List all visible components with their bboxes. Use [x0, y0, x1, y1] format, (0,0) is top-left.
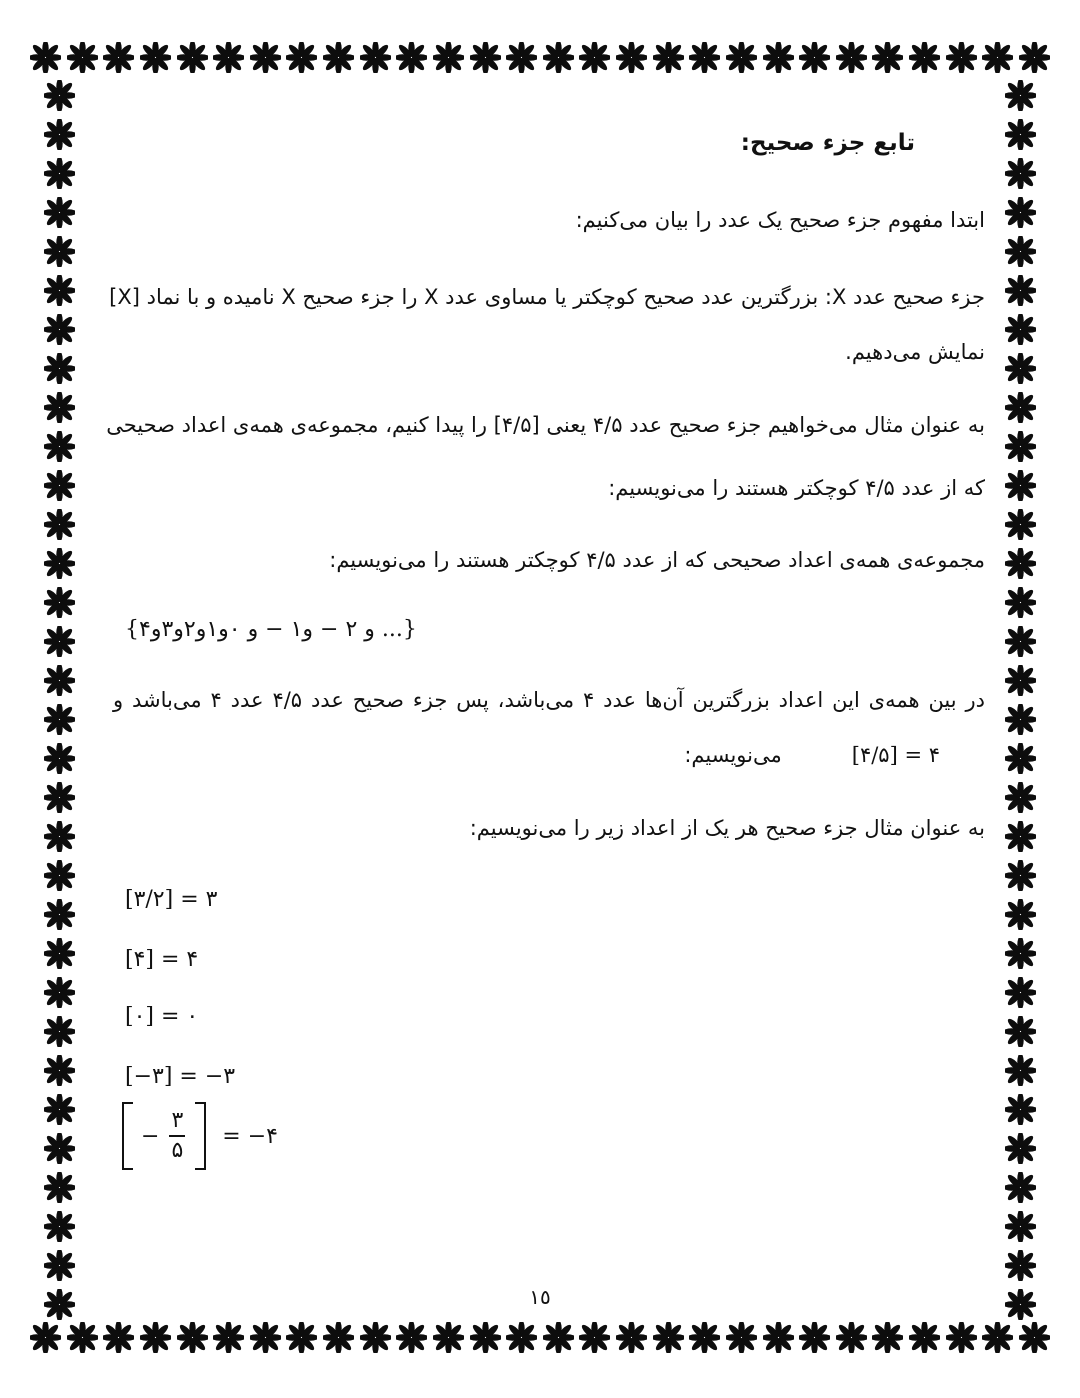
- minus-sign: −: [141, 1123, 160, 1149]
- equation-floor-neg-3-5: [122, 1102, 278, 1170]
- flower-asterisk-icon: [1005, 899, 1036, 930]
- flower-asterisk-icon: [1005, 977, 1036, 1008]
- flower-asterisk-icon: [44, 470, 75, 501]
- flower-asterisk-icon: [982, 42, 1013, 73]
- flower-asterisk-icon: [1005, 1016, 1036, 1047]
- equation-result: = −۴: [222, 1123, 278, 1149]
- flower-asterisk-icon: [44, 743, 75, 774]
- flower-asterisk-icon: [1005, 431, 1036, 462]
- flower-asterisk-icon: [506, 1322, 537, 1353]
- flower-asterisk-icon: [44, 1211, 75, 1242]
- flower-asterisk-icon: [44, 626, 75, 657]
- fraction-bar: [169, 1135, 185, 1137]
- flower-asterisk-icon: [1005, 80, 1036, 111]
- flower-asterisk-icon: [103, 42, 134, 73]
- flower-asterisk-icon: [799, 42, 830, 73]
- flower-asterisk-icon: [30, 1322, 61, 1353]
- paragraph-definition-line2: نمایش می‌دهیم.: [845, 340, 985, 364]
- flower-asterisk-icon: [946, 1322, 977, 1353]
- flower-asterisk-icon: [323, 1322, 354, 1353]
- flower-asterisk-icon: [1019, 42, 1050, 73]
- border-left-flower-column: [43, 80, 75, 1320]
- paragraph-largest-number: در بین همه‌ی این اعداد بزرگترین آن‌ها عدد ۴ می‌باشد، پس جزء صحیح عدد ۴/۵ عدد ۴ می‌باشد و: [113, 688, 985, 712]
- flower-asterisk-icon: [177, 1322, 208, 1353]
- flower-asterisk-icon: [543, 42, 574, 73]
- flower-asterisk-icon: [1005, 275, 1036, 306]
- flower-asterisk-icon: [1005, 1094, 1036, 1125]
- flower-asterisk-icon: [1005, 353, 1036, 384]
- flower-asterisk-icon: [177, 42, 208, 73]
- flower-asterisk-icon: [543, 1322, 574, 1353]
- floor-example-equation: [۴/۵] = ۴: [851, 743, 940, 767]
- flower-asterisk-icon: [44, 1055, 75, 1086]
- flower-asterisk-icon: [689, 1322, 720, 1353]
- paragraph-examples-intro: به عنوان مثال جزء صحیح هر یک از اعداد زیر را می‌نویسیم:: [469, 816, 985, 840]
- flower-asterisk-icon: [1005, 587, 1036, 618]
- flower-asterisk-icon: [140, 1322, 171, 1353]
- flower-asterisk-icon: [323, 42, 354, 73]
- flower-asterisk-icon: [763, 42, 794, 73]
- flower-asterisk-icon: [44, 704, 75, 735]
- border-right-flower-column: [1004, 80, 1036, 1320]
- flower-asterisk-icon: [1019, 1322, 1050, 1353]
- flower-asterisk-icon: [616, 1322, 647, 1353]
- flower-asterisk-icon: [982, 1322, 1013, 1353]
- flower-asterisk-icon: [470, 1322, 501, 1353]
- paragraph-definition-line1: جزء صحیح عدد X: بزرگترین عدد صحیح کوچکتر یا مساوی عدد X را جزء صحیح X نامیده و با نماد [X]: [109, 285, 985, 309]
- flower-asterisk-icon: [44, 509, 75, 540]
- flower-asterisk-icon: [1005, 1172, 1036, 1203]
- flower-asterisk-icon: [44, 1133, 75, 1164]
- equation-floor-0: [٠] = ٠: [125, 1004, 199, 1029]
- equation-floor-3-2: [۳/۲] = ۳: [125, 887, 218, 912]
- flower-asterisk-icon: [213, 42, 244, 73]
- border-top-flower-row: [30, 41, 1050, 73]
- flower-asterisk-icon: [44, 236, 75, 267]
- flower-asterisk-icon: [433, 42, 464, 73]
- flower-asterisk-icon: [250, 42, 281, 73]
- flower-asterisk-icon: [44, 158, 75, 189]
- flower-asterisk-icon: [946, 42, 977, 73]
- flower-asterisk-icon: [44, 119, 75, 150]
- flower-asterisk-icon: [763, 1322, 794, 1353]
- flower-asterisk-icon: [1005, 314, 1036, 345]
- close-bracket: [195, 1102, 206, 1170]
- flower-asterisk-icon: [1005, 782, 1036, 813]
- flower-asterisk-icon: [360, 1322, 391, 1353]
- flower-asterisk-icon: [506, 42, 537, 73]
- flower-asterisk-icon: [1005, 236, 1036, 267]
- flower-asterisk-icon: [30, 42, 61, 73]
- flower-asterisk-icon: [1005, 1211, 1036, 1242]
- flower-asterisk-icon: [1005, 509, 1036, 540]
- flower-asterisk-icon: [44, 1172, 75, 1203]
- paragraph-set-intro: مجموعه‌ی همه‌ی اعداد صحیحی که از عدد ۴/۵ کوچکتر هستند را می‌نویسیم:: [329, 548, 985, 572]
- flower-asterisk-icon: [470, 42, 501, 73]
- flower-asterisk-icon: [396, 1322, 427, 1353]
- flower-asterisk-icon: [1005, 1055, 1036, 1086]
- flower-asterisk-icon: [360, 42, 391, 73]
- flower-asterisk-icon: [140, 42, 171, 73]
- flower-asterisk-icon: [44, 782, 75, 813]
- flower-asterisk-icon: [1005, 743, 1036, 774]
- paragraph-intro: ابتدا مفهوم جزء صحیح یک عدد را بیان می‌کنیم:: [575, 208, 985, 232]
- flower-asterisk-icon: [250, 1322, 281, 1353]
- flower-asterisk-icon: [286, 1322, 317, 1353]
- integer-set-expression: {۴و۳و۲و۱و٠ و − ۱و − ۲ و ...}: [125, 617, 417, 642]
- flower-asterisk-icon: [44, 80, 75, 111]
- flower-asterisk-icon: [44, 1094, 75, 1125]
- equation-floor-neg3: [−۳] = −۳: [125, 1064, 236, 1089]
- flower-asterisk-icon: [909, 1322, 940, 1353]
- flower-asterisk-icon: [836, 1322, 867, 1353]
- flower-asterisk-icon: [213, 1322, 244, 1353]
- flower-asterisk-icon: [653, 42, 684, 73]
- equation-floor-4: [۴] = ۴: [125, 947, 199, 972]
- flower-asterisk-icon: [44, 275, 75, 306]
- flower-asterisk-icon: [1005, 470, 1036, 501]
- flower-asterisk-icon: [67, 1322, 98, 1353]
- flower-asterisk-icon: [872, 1322, 903, 1353]
- flower-asterisk-icon: [1005, 548, 1036, 579]
- fraction-numerator: ۳: [171, 1107, 184, 1133]
- flower-asterisk-icon: [44, 860, 75, 891]
- flower-asterisk-icon: [44, 938, 75, 969]
- flower-asterisk-icon: [799, 1322, 830, 1353]
- flower-asterisk-icon: [909, 42, 940, 73]
- flower-asterisk-icon: [44, 353, 75, 384]
- fraction: [167, 1109, 187, 1163]
- flower-asterisk-icon: [44, 197, 75, 228]
- flower-asterisk-icon: [1005, 860, 1036, 891]
- flower-asterisk-icon: [103, 1322, 134, 1353]
- flower-asterisk-icon: [44, 314, 75, 345]
- flower-asterisk-icon: [616, 42, 647, 73]
- flower-asterisk-icon: [1005, 938, 1036, 969]
- flower-asterisk-icon: [726, 42, 757, 73]
- flower-asterisk-icon: [836, 42, 867, 73]
- flower-asterisk-icon: [689, 42, 720, 73]
- flower-asterisk-icon: [579, 1322, 610, 1353]
- flower-asterisk-icon: [1005, 665, 1036, 696]
- paragraph-example-line2: که از عدد ۴/۵ کوچکتر هستند را می‌نویسیم:: [608, 476, 985, 500]
- flower-asterisk-icon: [44, 1016, 75, 1047]
- flower-asterisk-icon: [1005, 704, 1036, 735]
- fraction-denominator: ۵: [171, 1138, 184, 1163]
- flower-asterisk-icon: [44, 899, 75, 930]
- flower-asterisk-icon: [44, 665, 75, 696]
- flower-asterisk-icon: [44, 548, 75, 579]
- flower-asterisk-icon: [579, 42, 610, 73]
- write-row: [684, 735, 940, 775]
- write-label: می‌نویسیم:: [684, 743, 782, 767]
- flower-asterisk-icon: [286, 42, 317, 73]
- flower-asterisk-icon: [396, 42, 427, 73]
- open-bracket: [122, 1102, 133, 1170]
- flower-asterisk-icon: [726, 1322, 757, 1353]
- flower-asterisk-icon: [872, 42, 903, 73]
- flower-asterisk-icon: [1005, 197, 1036, 228]
- border-bottom-flower-row: [30, 1321, 1050, 1353]
- flower-asterisk-icon: [44, 977, 75, 1008]
- flower-asterisk-icon: [44, 392, 75, 423]
- flower-asterisk-icon: [44, 431, 75, 462]
- flower-asterisk-icon: [1005, 392, 1036, 423]
- flower-asterisk-icon: [1005, 1133, 1036, 1164]
- flower-asterisk-icon: [433, 1322, 464, 1353]
- flower-asterisk-icon: [1005, 158, 1036, 189]
- flower-asterisk-icon: [67, 42, 98, 73]
- page-number: ١٥: [529, 1285, 551, 1309]
- flower-asterisk-icon: [1005, 821, 1036, 852]
- flower-asterisk-icon: [653, 1322, 684, 1353]
- flower-asterisk-icon: [1005, 626, 1036, 657]
- paragraph-example-line1: به عنوان مثال می‌خواهیم جزء صحیح عدد ۴/۵ یعنی [۴/۵] را پیدا کنیم، مجموعه‌ی همه‌ی اعداد صحیحی: [106, 413, 985, 437]
- flower-asterisk-icon: [44, 821, 75, 852]
- flower-asterisk-icon: [44, 587, 75, 618]
- flower-asterisk-icon: [1005, 119, 1036, 150]
- page-title: تابع جزء صحیح:: [740, 130, 915, 156]
